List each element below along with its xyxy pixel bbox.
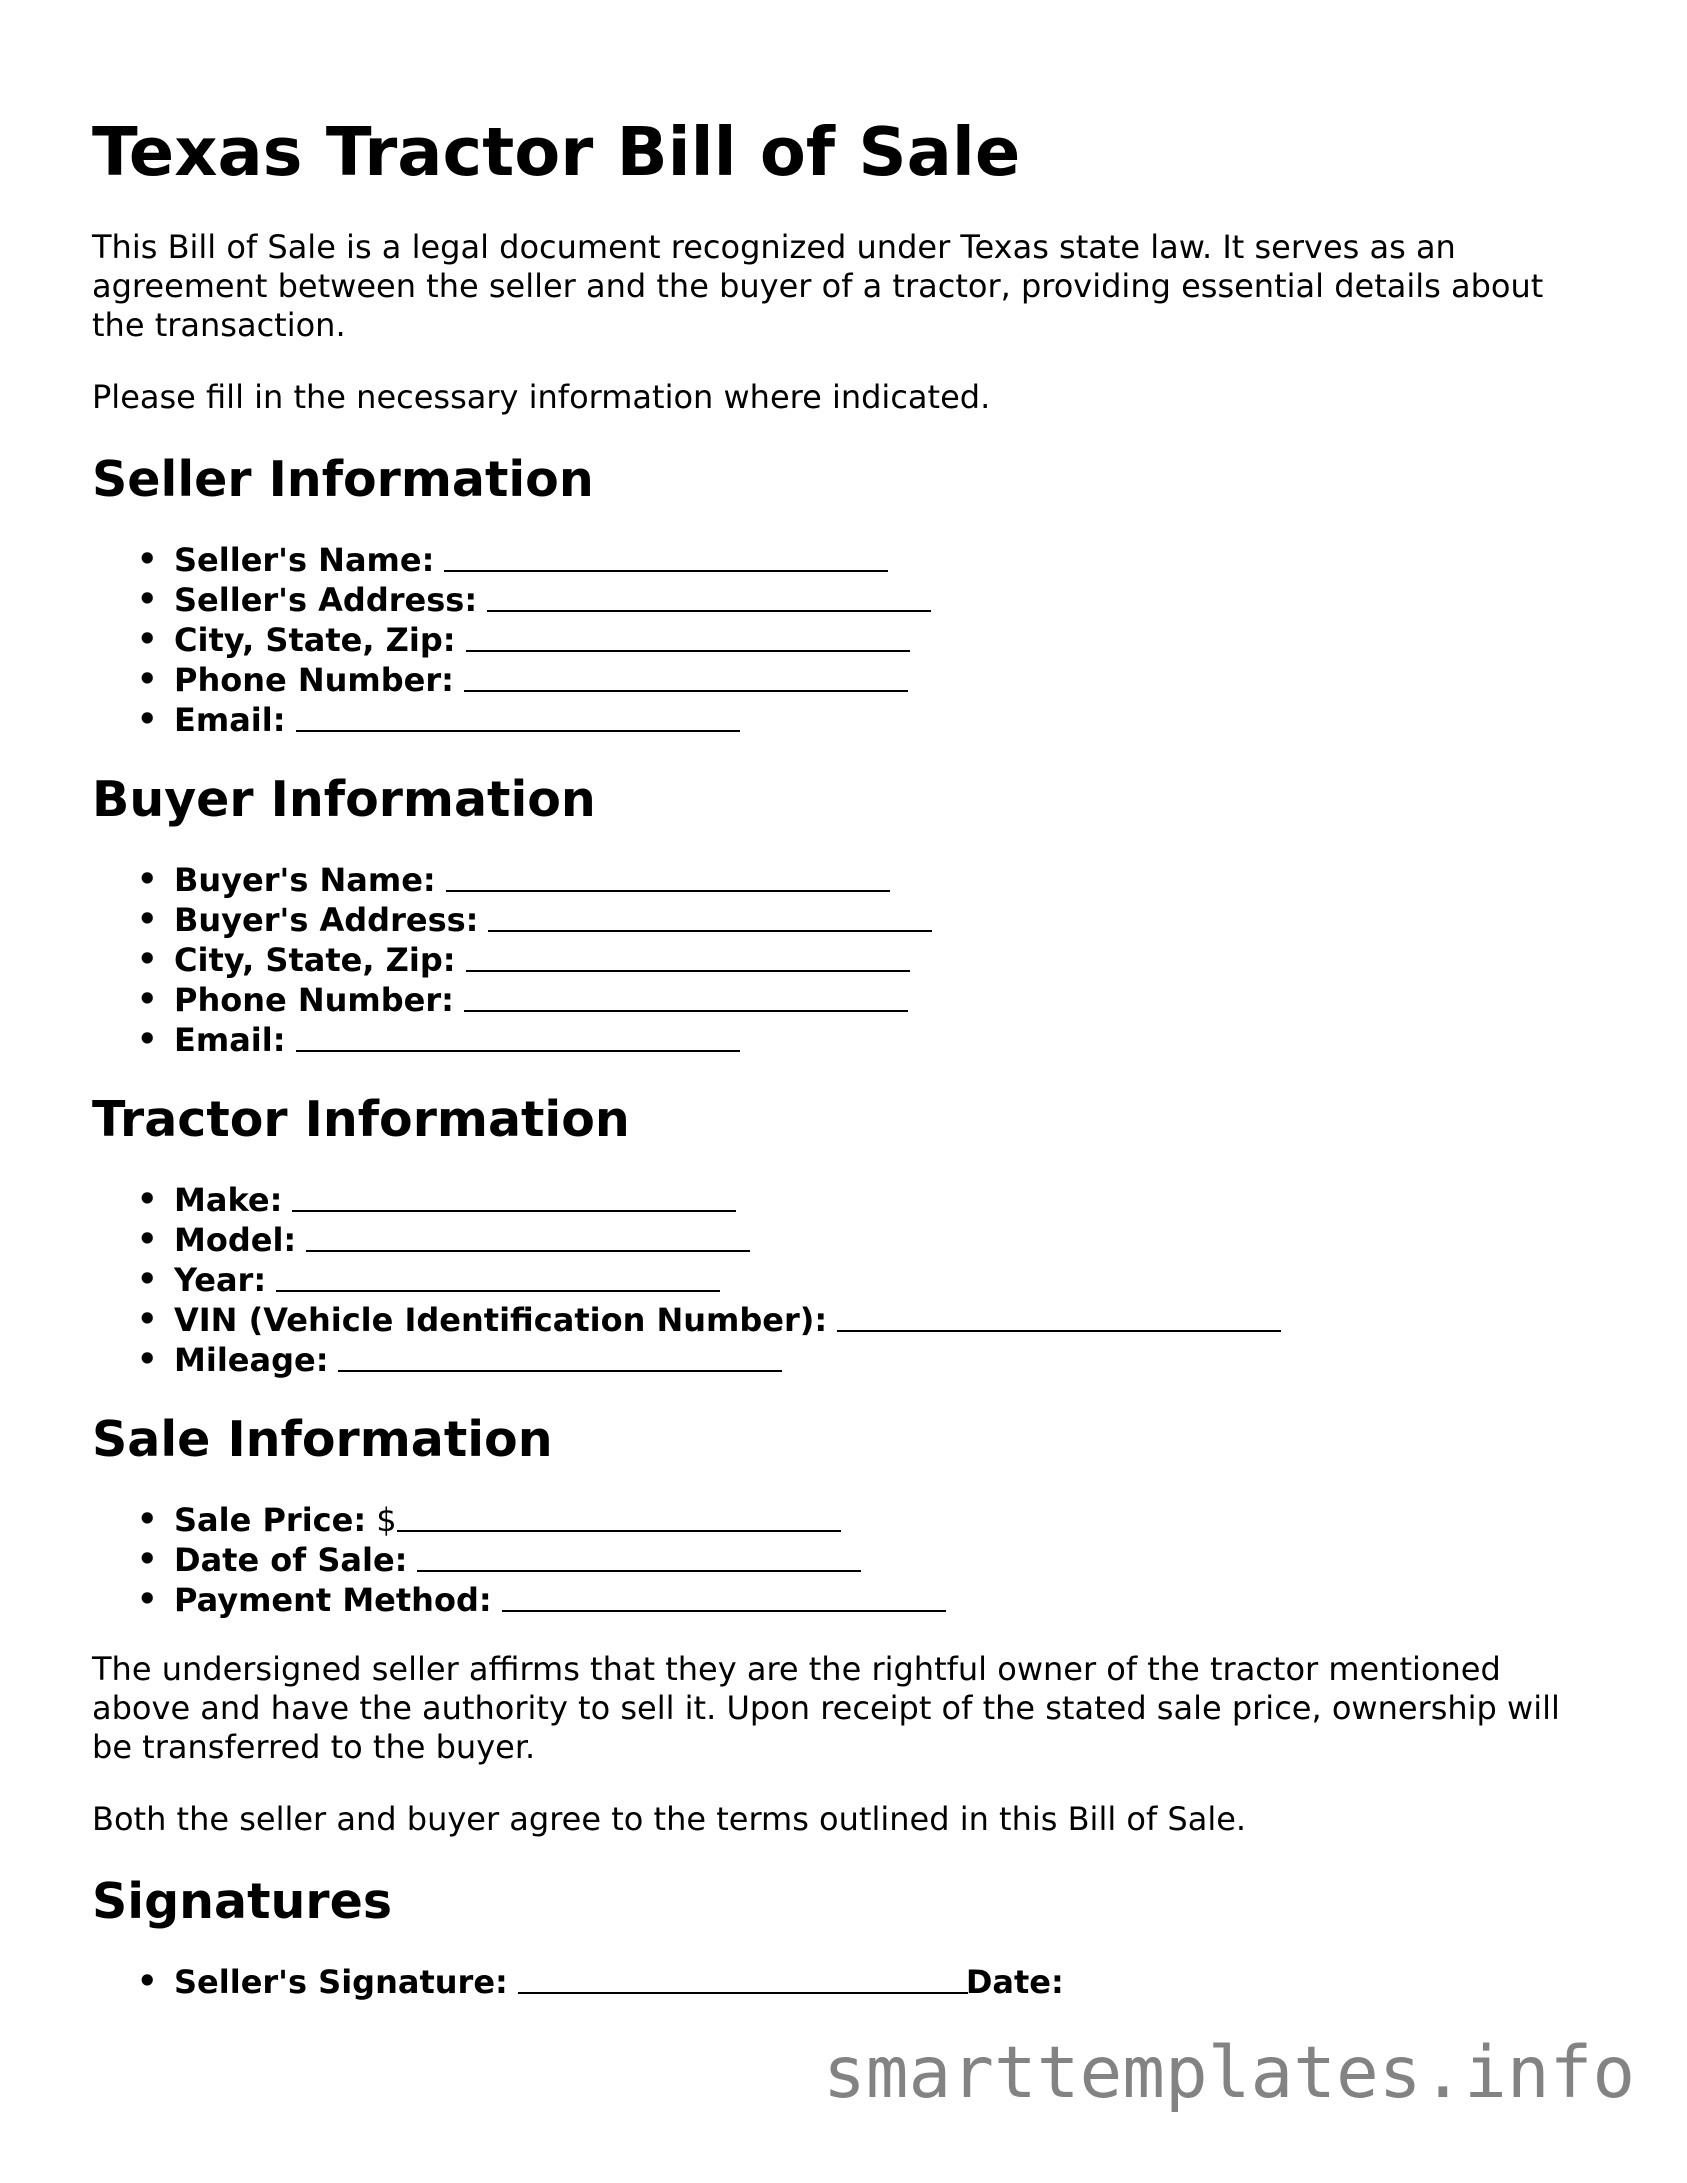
buyer-field-list [92,860,1612,1060]
date-label: Date: [965,1963,1064,2001]
fill-line[interactable] [446,860,890,892]
fill-line[interactable] [488,900,932,932]
fill-line[interactable] [444,540,888,572]
field-model [174,1220,1612,1260]
field-buyer-email [174,1020,1612,1060]
field-seller-phone [174,660,1612,700]
fill-line[interactable] [464,980,908,1012]
fill-line[interactable] [837,1300,1281,1332]
currency-symbol: $ [376,1501,397,1539]
field-payment-method [174,1580,1612,1620]
field-label: Sale Price: [174,1501,367,1539]
fill-line[interactable] [296,700,740,732]
field-seller-email [174,700,1612,740]
field-buyer-address [174,900,1612,940]
field-buyer-city-state-zip [174,940,1612,980]
fill-line[interactable] [292,1180,736,1212]
field-year [174,1260,1612,1300]
field-label: Model: [174,1221,297,1259]
sale-field-list [92,1500,1612,1620]
field-label: Date of Sale: [174,1541,408,1579]
field-label: Year: [174,1261,267,1299]
field-seller-name [174,540,1612,580]
field-label: Mileage: [174,1341,329,1379]
fill-line[interactable] [397,1500,841,1532]
field-label: City, State, Zip: [174,621,456,659]
field-label: VIN (Vehicle Identification Number): [174,1301,828,1339]
fill-line[interactable] [466,940,910,972]
field-label: City, State, Zip: [174,941,456,979]
fill-line[interactable] [466,620,910,652]
field-seller-signature [174,1962,1612,2002]
field-label: Buyer's Name: [174,861,436,899]
field-label: Email: [174,701,286,739]
sale-section-heading: Sale Information [92,1411,553,1468]
field-label: Phone Number: [174,661,454,699]
field-label: Seller's Name: [174,541,435,579]
fill-line[interactable] [502,1580,946,1612]
page-title: Texas Tractor Bill of Sale [92,113,1021,191]
field-make [174,1180,1612,1220]
field-label: Buyer's Address: [174,901,479,939]
signature-field-list [92,1962,1612,2002]
field-label: Email: [174,1021,286,1059]
fill-line[interactable] [296,1020,740,1052]
field-vin [174,1300,1612,1340]
field-label: Payment Method: [174,1581,492,1619]
seller-field-list [92,540,1612,740]
fill-line[interactable] [276,1260,720,1292]
fill-line[interactable] [487,580,931,612]
field-label: Seller's Signature: [174,1963,508,2001]
field-label: Make: [174,1181,283,1219]
field-seller-address [174,580,1612,620]
field-seller-city-state-zip [174,620,1612,660]
watermark: smarttemplates.info [823,2031,1636,2114]
signature-line[interactable] [518,1962,968,1994]
buyer-section-heading: Buyer Information [92,771,596,828]
tractor-section-heading: Tractor Information [92,1091,630,1148]
field-date-of-sale [174,1540,1612,1580]
fill-line[interactable] [417,1540,861,1572]
fill-line[interactable] [338,1340,782,1372]
fill-line[interactable] [464,660,908,692]
field-buyer-phone [174,980,1612,1020]
document-page [92,112,1612,2032]
field-label: Seller's Address: [174,581,478,619]
seller-section-heading: Seller Information [92,451,594,508]
field-sale-price [174,1500,1612,1540]
affirmation-paragraph: The undersigned seller affirms that they are the rightful owner of the tractor mentioned above and have the authority to sell it. Upon receipt of the stated sale price, ownership will be transferred to the buyer. [92,1650,1560,1766]
field-buyer-name [174,860,1612,900]
field-mileage [174,1340,1612,1380]
fill-line[interactable] [306,1220,750,1252]
agreement-paragraph: Both the seller and buyer agree to the terms outlined in this Bill of Sale. [92,1800,1247,1838]
intro-paragraph: This Bill of Sale is a legal document recognized under Texas state law. It serves as an agreement between the seller and the buyer of a tractor, providing essential details about the transaction. [92,228,1544,344]
instruction-paragraph: Please fill in the necessary information where indicated. [92,378,991,416]
field-label: Phone Number: [174,981,454,1019]
tractor-field-list [92,1180,1612,1380]
signatures-section-heading: Signatures [92,1873,392,1930]
